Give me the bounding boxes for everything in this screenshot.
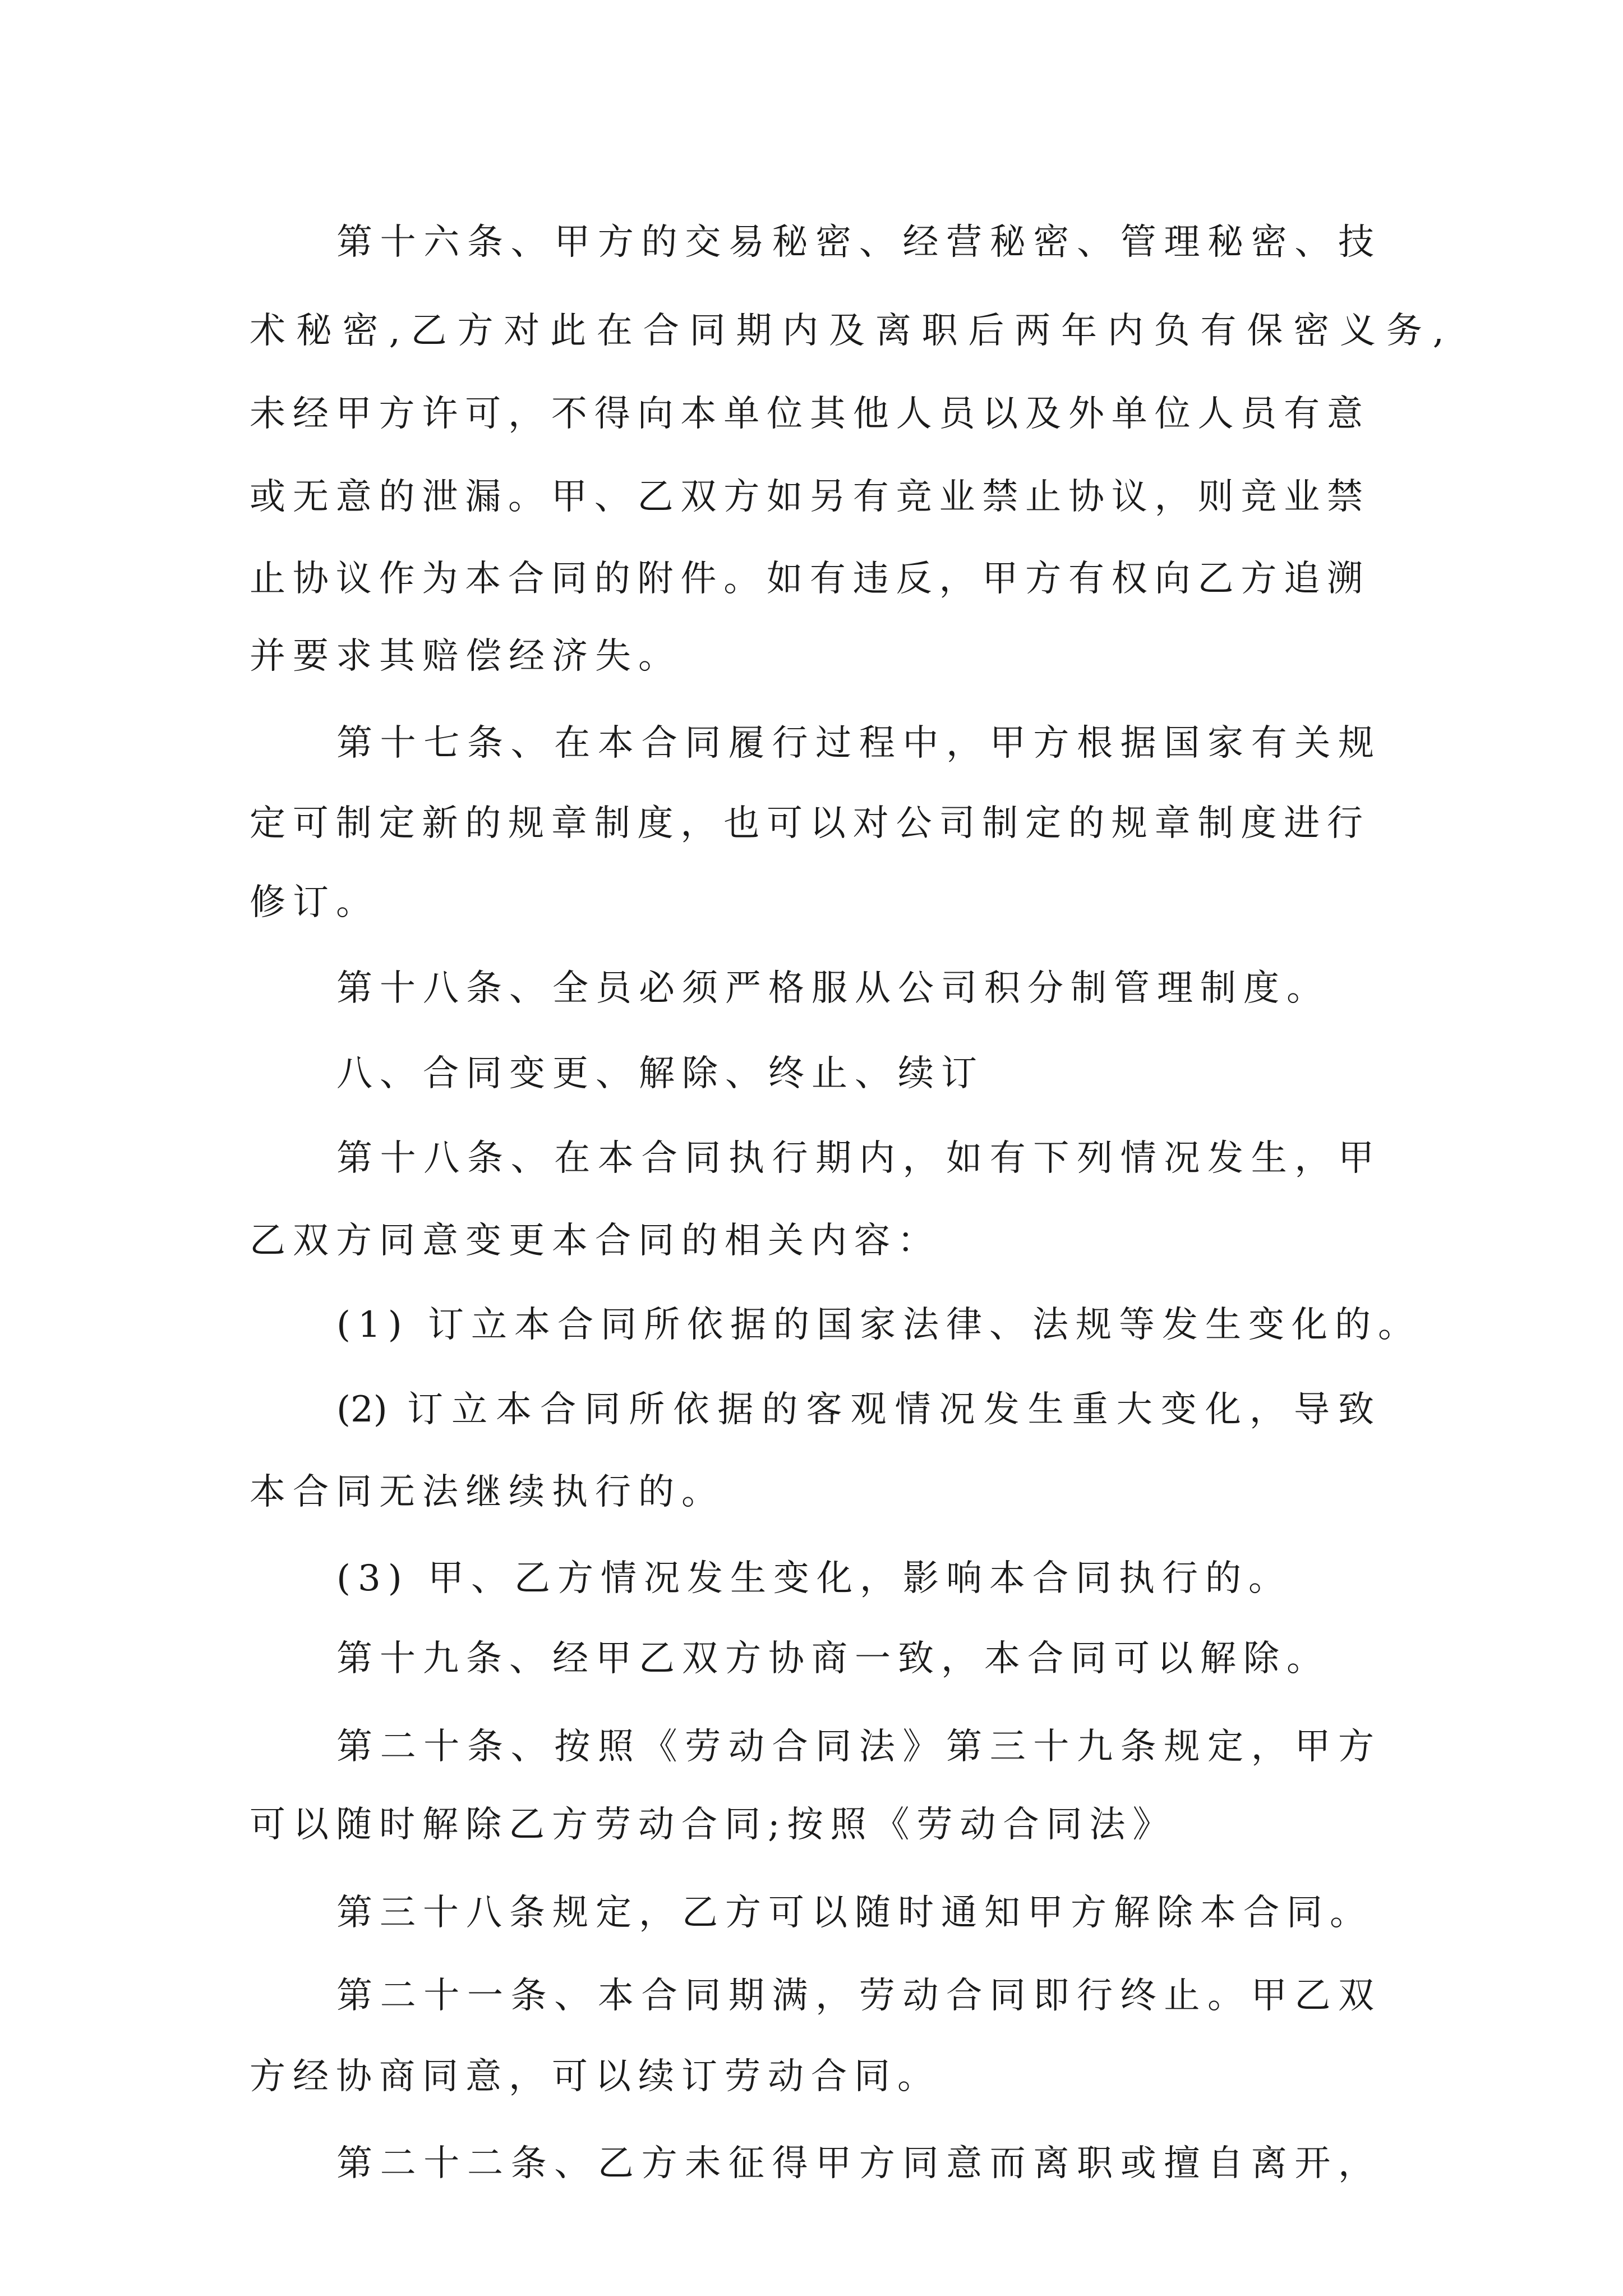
text-line: (3) 甲、乙方情况发生变化，影响本合同执行的。: [336, 1558, 1292, 1599]
section-heading: 八、合同变更、解除、终止、续订: [336, 1053, 984, 1094]
text-line: 第十八条、在本合同执行期内，如有下列情况发生，甲: [336, 1138, 1374, 1179]
text-line: 止协议作为本合同的附件。如有违反，甲方有权向乙方追溯: [250, 558, 1363, 600]
text-line: (1) 订立本合同所依据的国家法律、法规等发生变化的。: [336, 1304, 1421, 1346]
text-line: 未经甲方许可，不得向本单位其他人员以及外单位人员有意: [250, 393, 1363, 435]
text-line: 修订。: [250, 882, 379, 923]
text-line: 本合同无法继续执行的。: [250, 1471, 725, 1513]
text-line: 第二十条、按照《劳动合同法》第三十九条规定，甲方: [336, 1726, 1374, 1768]
text-line: 方经协商同意，可以续订劳动合同。: [250, 2056, 940, 2097]
text-line: 第三十八条规定，乙方可以随时通知甲方解除本合同。: [336, 1892, 1373, 1934]
text-line: 第十九条、经甲乙双方协商一致，本合同可以解除。: [336, 1638, 1330, 1680]
text-line: 第十六条、甲方的交易秘密、经营秘密、管理秘密、技: [336, 222, 1374, 263]
text-line: 术秘密,乙方对此在合同期内及离职后两年内负有保密义务,: [250, 310, 1444, 352]
text-line: 乙双方同意变更本合同的相关内容：: [250, 1220, 940, 1262]
text-line: 可以随时解除乙方劳动合同;按照《劳动合同法》: [250, 1804, 1176, 1846]
text-line: 定可制定新的规章制度，也可以对公司制定的规章制度进行: [250, 803, 1363, 844]
text-line: (2) 订立本合同所依据的客观情况发生重大变化，导致: [336, 1389, 1374, 1430]
text-line: 并要求其赔偿经济失。: [250, 636, 681, 677]
text-line: 第二十一条、本合同期满，劳动合同即行终止。甲乙双: [336, 1975, 1374, 2017]
text-line: 第十七条、在本合同履行过程中，甲方根据国家有关规: [336, 723, 1374, 764]
text-line: 第二十二条、乙方未征得甲方同意而离职或擅自离开，: [336, 2143, 1374, 2184]
text-line: 第十八条、全员必须严格服从公司积分制管理制度。: [336, 968, 1330, 1009]
text-line: 或无意的泄漏。甲、乙双方如另有竞业禁止协议，则竞业禁: [250, 476, 1363, 518]
